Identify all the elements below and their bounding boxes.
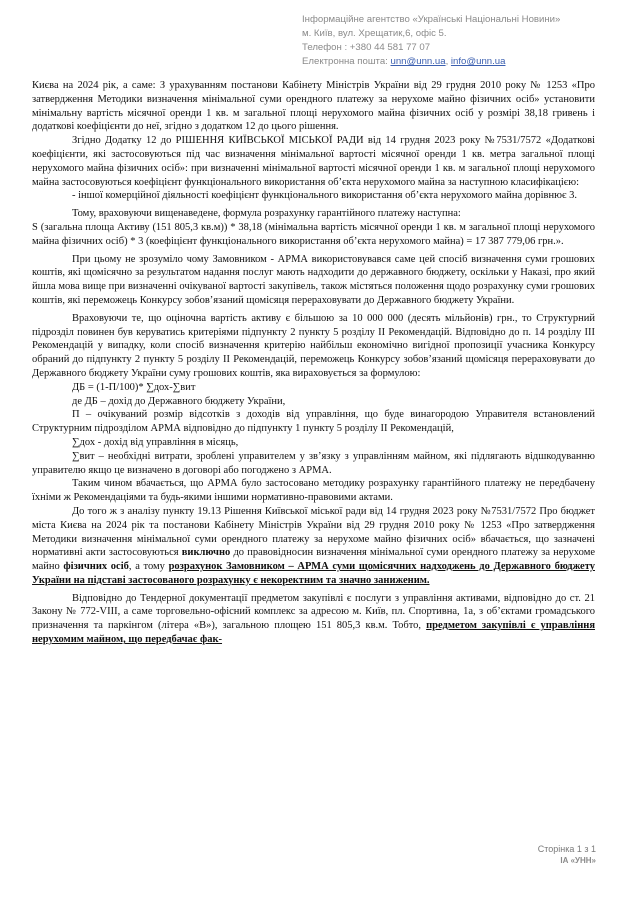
- p13-text-a: До того ж з аналізу пункту 19.13 Рішення Київської міської ради від 14 грудня 2023 року №7531/7572 Про бюджет міста Києва на 2024 рік та постанови Кабінету Міністрів України від 29 грудня 2010 року № 1253 «Про затвердження Методики визначення мінімальної суми орендного платежу за нерухоме майно фізичних осіб» вбачається, що зазначені нормативні акти застосовуються: [32, 505, 595, 559]
- paragraph-3: - іншої комерційної діяльності коефіцієнт функціонального використання об’єкта нерухомого майна дорівнює 3.: [72, 190, 577, 202]
- paragraph-5: S (загальна площа Активу (151 805,3 кв.м)) * 38,18 (мінімальна вартість місячної оренди 1 кв. м загальної площі нерухомого майна фізичних осіб) * 3 (коефіцієнт функціонального використання об’єкта нерухомого майна) = 17 387 779,06 грн.».: [32, 221, 595, 247]
- p13-emphasis-exclusively: виключно: [181, 547, 231, 559]
- paragraph-4: Тому, враховуючи вищенаведене, формула розрахунку гарантійного платежу наступна:: [72, 208, 461, 220]
- paragraph-2: Згідно Додатку 12 до РІШЕННЯ КИЇВСЬКОЇ МІСЬКОЇ РАДИ від 14 грудня 2023 року №7531/7572 «Додаткові коефіцієнти, які застосовуються під час визначення мінімальної вартості місячної оренди 1 кв. метра загальної площі нерухомого майна фізичних осіб»: при визначенні мінімальної вартості місячної оренди 1 кв. м загальної площі нерухомого майна застосовуються коефіцієнт функціонального використання об’єкта нерухомого майна за наступною класифікацією:: [32, 135, 595, 188]
- agency-phone: Телефон : +380 44 581 77 07: [302, 42, 431, 53]
- email-separator: ,: [445, 56, 451, 67]
- paragraph-11: ∑вит – необхідні витрати, зроблені управителем у зв’язку з управлінням майном, які підлягають відшкодуванню управителю якщо це визначено в договорі або погоджено з АРМА.: [32, 450, 595, 476]
- agency-email-line: [302, 55, 618, 69]
- footer-brand: ІА «УНН»: [560, 856, 596, 865]
- paragraph-7: Враховуючи те, що оціночна вартість активу є більшою за 10 000 000 (десять мільйонів) грн., то Структурний підрозділ повинен був керуватись критеріями підпункту 2 пункту 5 розділу II Рекомендацій. Відповідно до п. 14 розділу III Рекомендацій у випадку, коли спосіб визначення критерію найбільш економічно вигідної пропозиції учасника Конкурсу обраний до підпункту 2 пункту 5 розділу II Рекомендацій, переможець Конкурсу зобов’язаний щомісяця перераховувати до Державного бюджету України суму грошових коштів, яка вираховується за формулою:: [32, 312, 595, 379]
- email-label: Електронна пошта:: [302, 56, 391, 67]
- agency-address: м. Київ, вул. Хрещатик,6, офіс 5.: [302, 28, 447, 39]
- page-number: Сторінка 1 з 1: [537, 844, 596, 854]
- paragraph-1: Києва на 2024 рік, а саме: З урахуванням постанови Кабінету Міністрів України від 29 грудня 2010 року № 1253 «Про затвердження Методики визначення мінімальної суми орендного платежу за нерухоме майно фізичних осіб» установити мінімальну вартість місячної оренди 1 кв. м загальної площі нерухомого майна фізичних осіб у розмірі 38,18 гривень і додаткові коефіцієнти до неї, згідно з додатком 12 до цього рішення.: [32, 80, 595, 133]
- email-link-unn[interactable]: unn@unn.ua: [390, 56, 446, 67]
- p14-emphasis: предметом закупівлі є управління нерухомим майном, що передбачає фак-: [32, 620, 596, 646]
- document-body: [32, 79, 595, 647]
- p13-text-e: , а тому: [128, 561, 169, 573]
- paragraph-6: При цьому не зрозуміло чому Замовником - АРМА використовувався саме цей спосіб визначення суми грошових коштів, які щомісячно за результатом надання послуг мають надходити до державного бюджету, оскільки у Наказі, про який йшла мова вище при визначенні очікуваної вартості закупівель, також містяться положення щодо розрахунку суми грошових коштів, які переможець Конкурсу зобов’язаний щомісяця перераховувати до Державного бюджету України.: [32, 253, 595, 306]
- paragraph-10: ∑дох - дохід від управління в місяць,: [72, 436, 239, 448]
- paragraph-12: Таким чином вбачається, що АРМА було застосовано методику розрахунку гарантійного платежу не передбачену їхніми ж Рекомендаціями та будь-якими іншими нормативно-правовими актами.: [32, 478, 595, 504]
- p13-text-c: до правовідносин визначення мінімальної суми орендного платежу за нерухоме майно: [32, 547, 595, 573]
- paragraph-14: [32, 592, 595, 647]
- agency-name: Інформаційне агентство «Українські Національні Новини»: [302, 14, 561, 25]
- p14-text-a: Відповідно до Тендерної документації предметом закупівлі є послуги з управління активами, відповідно до ст. 21 Закону № 772-VIII, а саме торговельно-офісний комплекс за адресою м. Київ, пл. Спортивна, 1а, з об’єктами громадського призначення та паркінгом (літера «В»), загальною площею 151 805,3 кв.м. Тобто,: [32, 592, 595, 632]
- paragraph-8: де ДБ – дохід до Державного бюджету України,: [72, 395, 286, 407]
- agency-header: [302, 13, 618, 69]
- page-footer: [538, 843, 596, 867]
- paragraph-13: [32, 505, 595, 588]
- p13-conclusion: розрахунок Замовником – АРМА суми щомісячних надходжень до Державного бюджету України на підставі застосованого розрахунку є некоректним та значно заниженим.: [32, 561, 595, 586]
- paragraph-9: П – очікуваний розмір відсотків з доходів від управління, що буде винагородою Управителя встановлений Структурним підрозділом АРМА відповідно до підпункту 1 пункту 5 розділу II Рекомендацій,: [32, 409, 595, 435]
- p13-emphasis-individuals: фізичних осіб: [63, 561, 129, 573]
- formula: ДБ = (1-П/100)* ∑дох-∑вит: [72, 381, 196, 393]
- email-link-info[interactable]: info@unn.ua: [450, 56, 506, 67]
